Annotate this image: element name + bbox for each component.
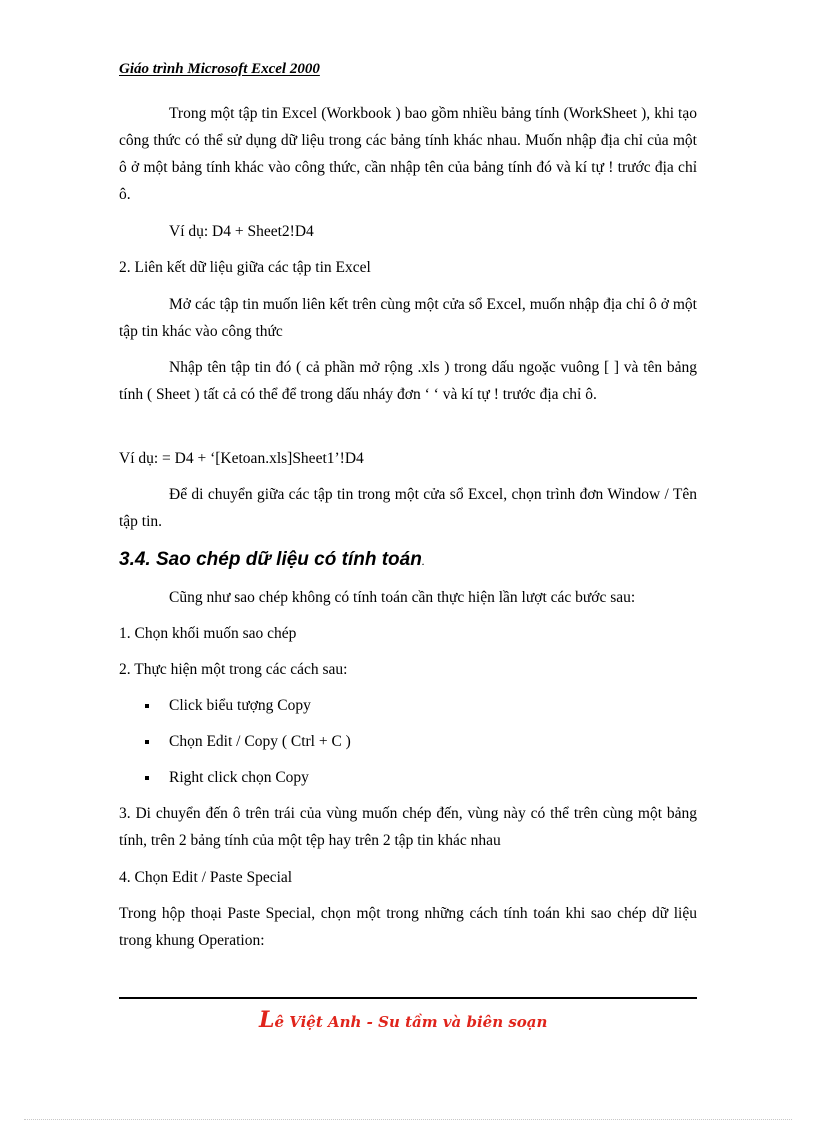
example-sheet-reference: Ví dụ: D4 + Sheet2!D4	[169, 223, 314, 240]
page-bottom-dotted-line	[24, 1119, 792, 1120]
paragraph-open-files: Mở các tập tin muốn liên kết trên cùng một cửa sổ Excel, muốn nhập địa chỉ ô ở một tập tin khác vào công thức	[119, 296, 697, 340]
bullet-text: Right click chọn Copy	[169, 769, 309, 786]
list-item	[145, 728, 351, 755]
step-4: 4. Chọn Edit / Paste Special	[119, 869, 293, 886]
footer-divider	[119, 997, 697, 999]
paragraph-copy-steps-intro: Cũng như sao chép không có tính toán cần thực hiện lần lượt các bước sau:	[169, 589, 636, 606]
footer-initial: L	[259, 1007, 275, 1033]
paragraph-workbook-intro: Trong một tập tin Excel (Workbook ) bao gồm nhiều bảng tính (WorkSheet ), khi tạo công thức có thể sử dụng dữ liệu trong các bảng tính khác nhau. Muốn nhập địa chỉ của một ô ở một bảng tính khác vào công thức, cần nhập tên của bảng tính đó và kí tự ! trước địa chỉ ô.	[119, 105, 697, 203]
list-item	[145, 692, 311, 719]
footer-text: ê Việt Anh - Su tầm và biên soạn	[274, 1013, 548, 1031]
step-2: 2. Thực hiện một trong các cách sau:	[119, 661, 348, 678]
paragraph-switch-files: Để di chuyển giữa các tập tin trong một cửa sổ Excel, chọn trình đơn Window / Tên tập tin.	[119, 486, 697, 530]
bullet-icon	[145, 776, 149, 780]
bullet-icon	[145, 740, 149, 744]
paragraph-paste-special: Trong hộp thoại Paste Special, chọn một trong những cách tính toán khi sao chép dữ liệu trong khung Operation:	[119, 905, 697, 949]
section-heading-copy-with-calc	[119, 549, 425, 571]
example-file-reference: Ví dụ: = D4 + ‘[Ketoan.xls]Sheet1’!D4	[119, 450, 364, 467]
paragraph-file-name-syntax: Nhập tên tập tin đó ( cả phần mở rộng .xls ) trong dấu ngoặc vuông [ ] và tên bảng tính ( Sheet ) tất cả có thể để trong dấu nháy đơn ‘ ‘ và kí tự ! trước địa chỉ ô.	[119, 359, 697, 403]
step-3: 3. Di chuyển đến ô trên trái của vùng muốn chép đến, vùng này có thể trên cùng một bảng tính, trên 2 bảng tính của một tệp hay trên 2 tập tin khác nhau	[119, 805, 697, 849]
heading-text: 3.4. Sao chép dữ liệu có tính toán	[119, 549, 422, 570]
bullet-text: Chọn Edit / Copy ( Ctrl + C )	[169, 733, 351, 750]
footer-credit	[259, 1007, 547, 1033]
list-item	[145, 764, 309, 791]
bullet-text: Click biểu tượng Copy	[169, 697, 311, 714]
heading-suffix: .	[421, 554, 426, 568]
page-header-title: Giáo trình Microsoft Excel 2000	[119, 61, 320, 77]
step-1: 1. Chọn khối muốn sao chép	[119, 625, 297, 642]
section-link-files: 2. Liên kết dữ liệu giữa các tập tin Excel	[119, 259, 371, 276]
bullet-icon	[145, 704, 149, 708]
